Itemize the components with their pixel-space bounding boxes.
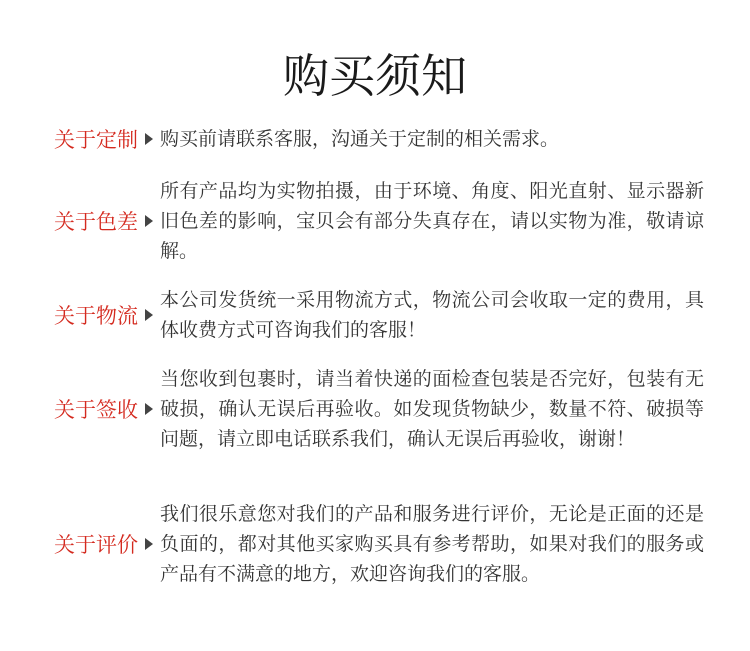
section-text: 所有产品均为实物拍摄，由于环境、角度、阳光直射、显示器新旧色差的影响，宝贝会有部分失真存在，请以实物为准，敬请谅解。 [160, 180, 704, 262]
notice-section-logistics [0, 285, 750, 345]
section-text: 当您收到包裹时，请当着快递的面检查包装是否完好，包装有无破损，确认无误后再验收。如发现货物缺少，数量不符、破损等问题，请立即电话联系我们，确认无误后再验收，谢谢！ [160, 368, 704, 450]
triangle-right-icon [145, 309, 153, 321]
triangle-right-icon [145, 538, 153, 550]
notice-section-color-difference [0, 176, 750, 266]
notice-section-review [0, 499, 750, 589]
section-label: 关于评价 [54, 533, 138, 557]
section-label: 关于物流 [54, 304, 138, 328]
notice-section-customization [0, 124, 750, 154]
section-label: 关于签收 [54, 398, 138, 422]
section-label: 关于定制 [54, 128, 138, 152]
section-text: 我们很乐意您对我们的产品和服务进行评价，无论是正面的还是负面的，都对其他买家购买具有参考帮助，如果对我们的服务或产品有不满意的地方，欢迎咨询我们的客服。 [160, 503, 704, 585]
page-title: 购买须知 [283, 48, 467, 103]
section-text: 购买前请联系客服，沟通关于定制的相关需求。 [160, 128, 560, 150]
section-label: 关于色差 [54, 210, 138, 234]
triangle-right-icon [145, 403, 153, 415]
triangle-right-icon [145, 133, 153, 145]
triangle-right-icon [145, 215, 153, 227]
notice-section-receipt [0, 364, 750, 454]
section-text: 本公司发货统一采用物流方式，物流公司会收取一定的费用，具体收费方式可咨询我们的客服！ [160, 289, 704, 341]
